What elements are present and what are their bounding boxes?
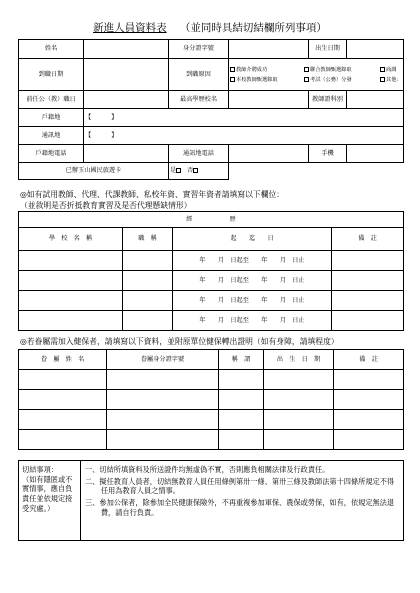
contact-field[interactable]: 【 】 — [84, 127, 404, 145]
mobile-field[interactable] — [347, 145, 404, 163]
oath-item: 三、參加公保者，除參加全民健康保險外，不再重複參加軍保、農保或勞保，如有，依規定無法退費，請自行負責。 — [85, 498, 395, 517]
checkbox[interactable] — [380, 67, 385, 72]
period-cell[interactable]: 年 月 日起至 年 月 日止 — [173, 271, 332, 291]
table-row — [19, 410, 404, 430]
domicile-field[interactable]: 【 】 — [84, 109, 404, 127]
dep-id-header: 眷屬身分證字號 — [107, 350, 219, 370]
cert-label: 教師證科別 — [309, 91, 347, 109]
domicile-label: 戶籍地 — [19, 109, 84, 127]
table-row — [19, 291, 404, 311]
reason-option[interactable]: 商調 — [380, 67, 396, 73]
insurance-table — [18, 349, 404, 450]
form-title — [0, 20, 420, 35]
name-field[interactable] — [84, 40, 169, 59]
period-cell[interactable]: 年 月 日起至 年 月 日止 — [173, 251, 332, 271]
contact-phone-label: 通訊地電話 — [169, 145, 229, 163]
dom-phone-field[interactable] — [84, 145, 169, 163]
reason-option[interactable]: 聯合教師甄選錄取 — [304, 67, 380, 73]
card-choice: 是 否 — [169, 163, 229, 180]
reason-option[interactable]: 本校教師甄選錄取 — [230, 77, 304, 83]
checkbox[interactable] — [304, 77, 309, 82]
cert-field[interactable] — [347, 91, 404, 109]
contact-phone-field[interactable] — [229, 145, 309, 163]
mobile-label: 手機 — [309, 145, 347, 163]
period-cell[interactable]: 年 月 日起至 年 月 日止 — [173, 311, 332, 331]
oath-items — [81, 461, 404, 541]
basic-info-table — [18, 39, 404, 180]
reason-option[interactable]: 其他： — [380, 77, 402, 83]
dep-note-header: 備 註 — [334, 350, 404, 370]
experience-header: 經 歷 — [19, 212, 404, 228]
id-label: 身分證字號 — [169, 40, 229, 59]
experience-table — [18, 211, 404, 331]
dep-name-header: 眷 屬 姓 名 — [19, 350, 107, 370]
checkbox[interactable] — [230, 77, 235, 82]
name-label: 姓名 — [19, 40, 84, 59]
dom-phone-label: 戶籍地電話 — [19, 145, 84, 163]
arrival-field[interactable] — [84, 59, 169, 91]
arrival-label: 到職日期 — [19, 59, 84, 91]
unit-field[interactable] — [84, 91, 169, 109]
table-row — [19, 251, 404, 271]
oath-label: 切結事項： （如有隱匿或不實情事，應自負責任並依規定接受究處。） — [19, 461, 81, 541]
note-header: 備 註 — [332, 228, 404, 251]
checkbox-yes[interactable] — [176, 168, 181, 173]
dep-birth-header: 出 生 日 期 — [264, 350, 334, 370]
table-row — [19, 370, 404, 390]
unit-label: 前任公（教）職日 — [19, 91, 84, 109]
oath-item: 二、擬任教育人員者，切結無教育人員任用條例第卅一條、第卅三條及教師法第十四條所規定不得任用為教育人員之情事。 — [85, 476, 395, 496]
id-field[interactable] — [229, 40, 309, 59]
insurance-note: ◎若眷屬需加入健保者，請填寫以下資料，並附原單位健保轉出證明（如有身障，請填程度） — [20, 337, 339, 346]
title-sub: （並同時具結切結欄所列事項） — [179, 22, 327, 34]
reason-options — [229, 59, 404, 91]
period-header: 起 迄 日 — [173, 228, 332, 251]
reason-label: 到職原因 — [169, 59, 229, 91]
oath-table — [18, 460, 404, 541]
position-header: 職 稱 — [123, 228, 173, 251]
experience-note: ◎如有試用教師、代理、代課教師、私校年資、實習年資者請填寫以下欄位： （並敘明是否折抵教育實習及是否代理懸缺情形） — [20, 190, 285, 210]
reason-option[interactable]: 考試（公務）分發 — [304, 77, 380, 83]
table-row — [19, 271, 404, 291]
oath-item: 一、切結所填資料及所送證件均無虛偽不實，否則應負相關法律及行政責任。 — [85, 465, 330, 474]
table-row — [19, 311, 404, 331]
birth-field[interactable] — [347, 40, 404, 59]
table-row — [19, 430, 404, 450]
school-header: 學 校 名 稱 — [19, 228, 123, 251]
dep-rel-header: 稱 謂 — [219, 350, 264, 370]
reason-option[interactable]: 教師介聘成功 — [230, 67, 304, 73]
title-main: 新進人員資料表 — [93, 22, 167, 34]
checkbox-no[interactable] — [193, 168, 198, 173]
edu-label: 最高學歷校名 — [169, 91, 229, 109]
period-cell[interactable]: 年 月 日起至 年 月 日止 — [173, 291, 332, 311]
checkbox[interactable] — [230, 67, 235, 72]
birth-label: 出生日期 — [309, 40, 347, 59]
card-label: 已辦玉山國民旅遊卡 — [19, 163, 169, 180]
checkbox[interactable] — [304, 67, 309, 72]
table-row — [19, 390, 404, 410]
checkbox[interactable] — [380, 77, 385, 82]
contact-label: 通訊地 — [19, 127, 84, 145]
edu-field[interactable] — [229, 91, 309, 109]
